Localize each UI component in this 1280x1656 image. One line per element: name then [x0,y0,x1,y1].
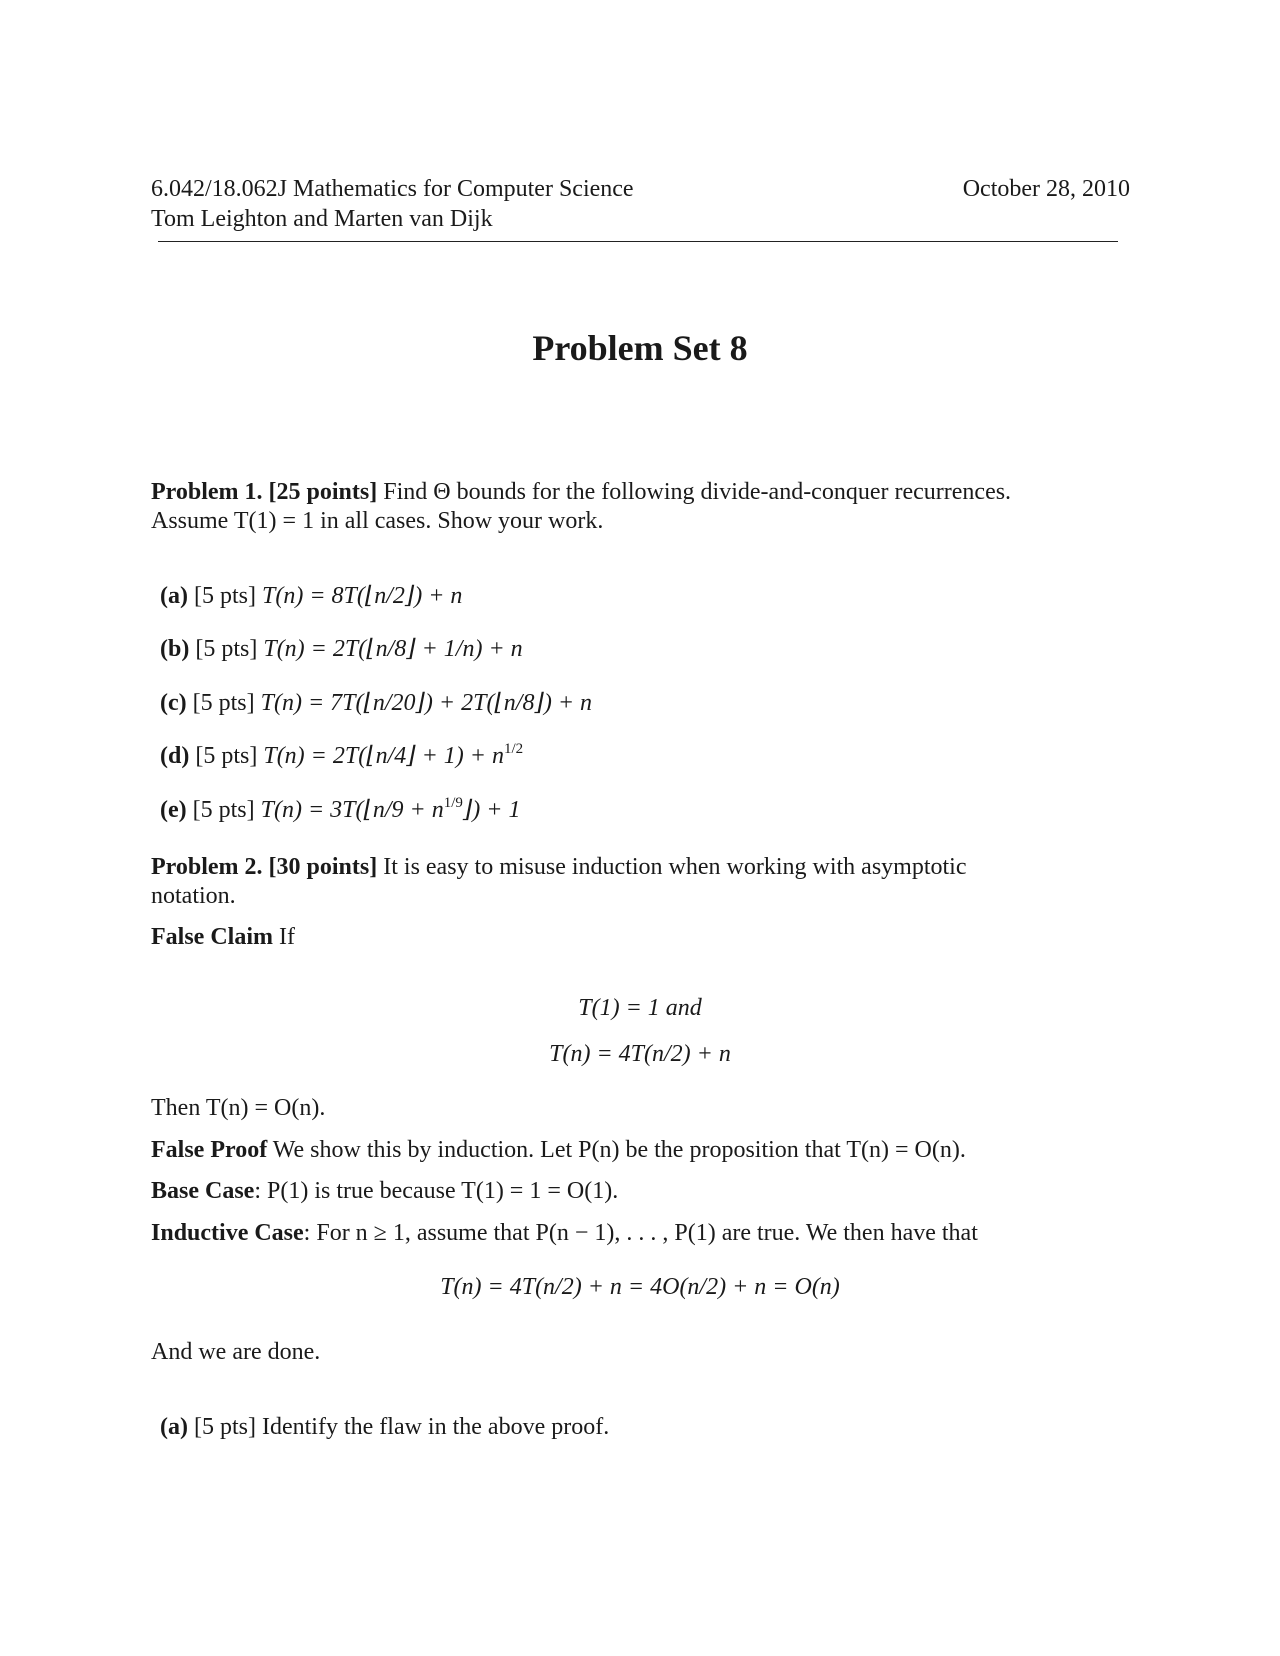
false-proof-label: False Proof [151,1137,268,1163]
part-equation: T(n) = 3T(⌊n/9 + n [260,797,444,823]
course-title: 6.042/18.062J Mathematics for Computer Science [151,176,634,202]
inductive-equation: T(n) = 4T(n/2) + n = 4O(n/2) + n = O(n) [440,1274,840,1300]
claim-equation-1: T(1) = 1 and [578,995,702,1021]
base-case-text: : P(1) is true because T(1) = 1 = O(1). [254,1178,619,1204]
header-left [151,174,634,234]
part-equation: T(n) = 8T(⌊n/2⌋) + n [261,583,463,609]
problem-2-text: It is easy to misuse induction when working with asymptotic [383,854,967,880]
header-date: October 28, 2010 [962,176,1130,202]
false-claim-text: If [278,924,295,950]
false-claim [151,922,1129,952]
part-label: (a) [160,583,188,609]
false-proof-text: We show this by induction. Let P(n) be the proposition that T(n) = O(n). [272,1137,966,1163]
problem-1-text: Find Θ bounds for the following divide-and-conquer recurrences. [383,479,1012,505]
inductive-case [151,1218,1129,1248]
problem-2-points: [30 points] [268,854,378,880]
part-text: Identify the flaw in the above proof. [261,1414,610,1440]
part-equation: T(n) = 2T(⌊n/8⌋ + 1/n) + n [263,636,523,662]
inductive-case-text: : For n ≥ 1, assume that P(n − 1), . . . , P(1) are true. We then have that [303,1220,978,1246]
header-rule [158,241,1118,242]
part-label: (d) [160,743,190,769]
proof-end: And we are done. [151,1339,321,1365]
problem-1-points: [25 points] [268,479,378,505]
claim-equation-2: T(n) = 4T(n/2) + n [549,1041,731,1067]
problem-1-part-d [160,741,523,771]
part-equation: T(n) = 7T(⌊n/20⌋) + 2T(⌊n/8⌋) + n [260,690,593,716]
problem-1-text-2: Assume T(1) = 1 in all cases. Show your work. [151,508,604,534]
problem-1-part-c [160,688,592,718]
part-exponent: 1/9 [443,795,463,811]
part-exponent: 1/2 [504,741,524,757]
problem-1-part-e [160,795,520,825]
problem-2-label: Problem 2. [151,854,263,880]
part-equation: T(n) = 2T(⌊n/4⌋ + 1) + n [263,743,504,769]
problem-2-intro [151,852,1129,882]
base-case [151,1176,1129,1206]
part-points: [5 pts] [193,1414,256,1440]
problem-1-intro [151,477,1129,507]
authors: Tom Leighton and Marten van Dijk [151,206,493,232]
base-case-label: Base Case [151,1178,255,1204]
problem-1-part-a [160,581,462,611]
inductive-case-label: Inductive Case [151,1220,304,1246]
part-points: [5 pts] [192,690,255,716]
part-label: (a) [160,1414,188,1440]
part-equation-end: ⌋) + 1 [462,797,521,823]
part-label: (b) [160,636,190,662]
problem-2-part-a [160,1412,609,1442]
part-label: (e) [160,797,187,823]
problem-1-part-b [160,634,523,664]
false-proof [151,1135,1129,1165]
part-points: [5 pts] [195,636,258,662]
problem-2-text-2: notation. [151,883,236,909]
false-claim-label: False Claim [151,924,273,950]
page-title: Problem Set 8 [532,328,748,368]
part-points: [5 pts] [193,583,256,609]
claim-conclusion: Then T(n) = O(n). [151,1095,326,1121]
part-points: [5 pts] [195,743,258,769]
part-label: (c) [160,690,187,716]
problem-1-label: Problem 1. [151,479,263,505]
part-points: [5 pts] [192,797,255,823]
